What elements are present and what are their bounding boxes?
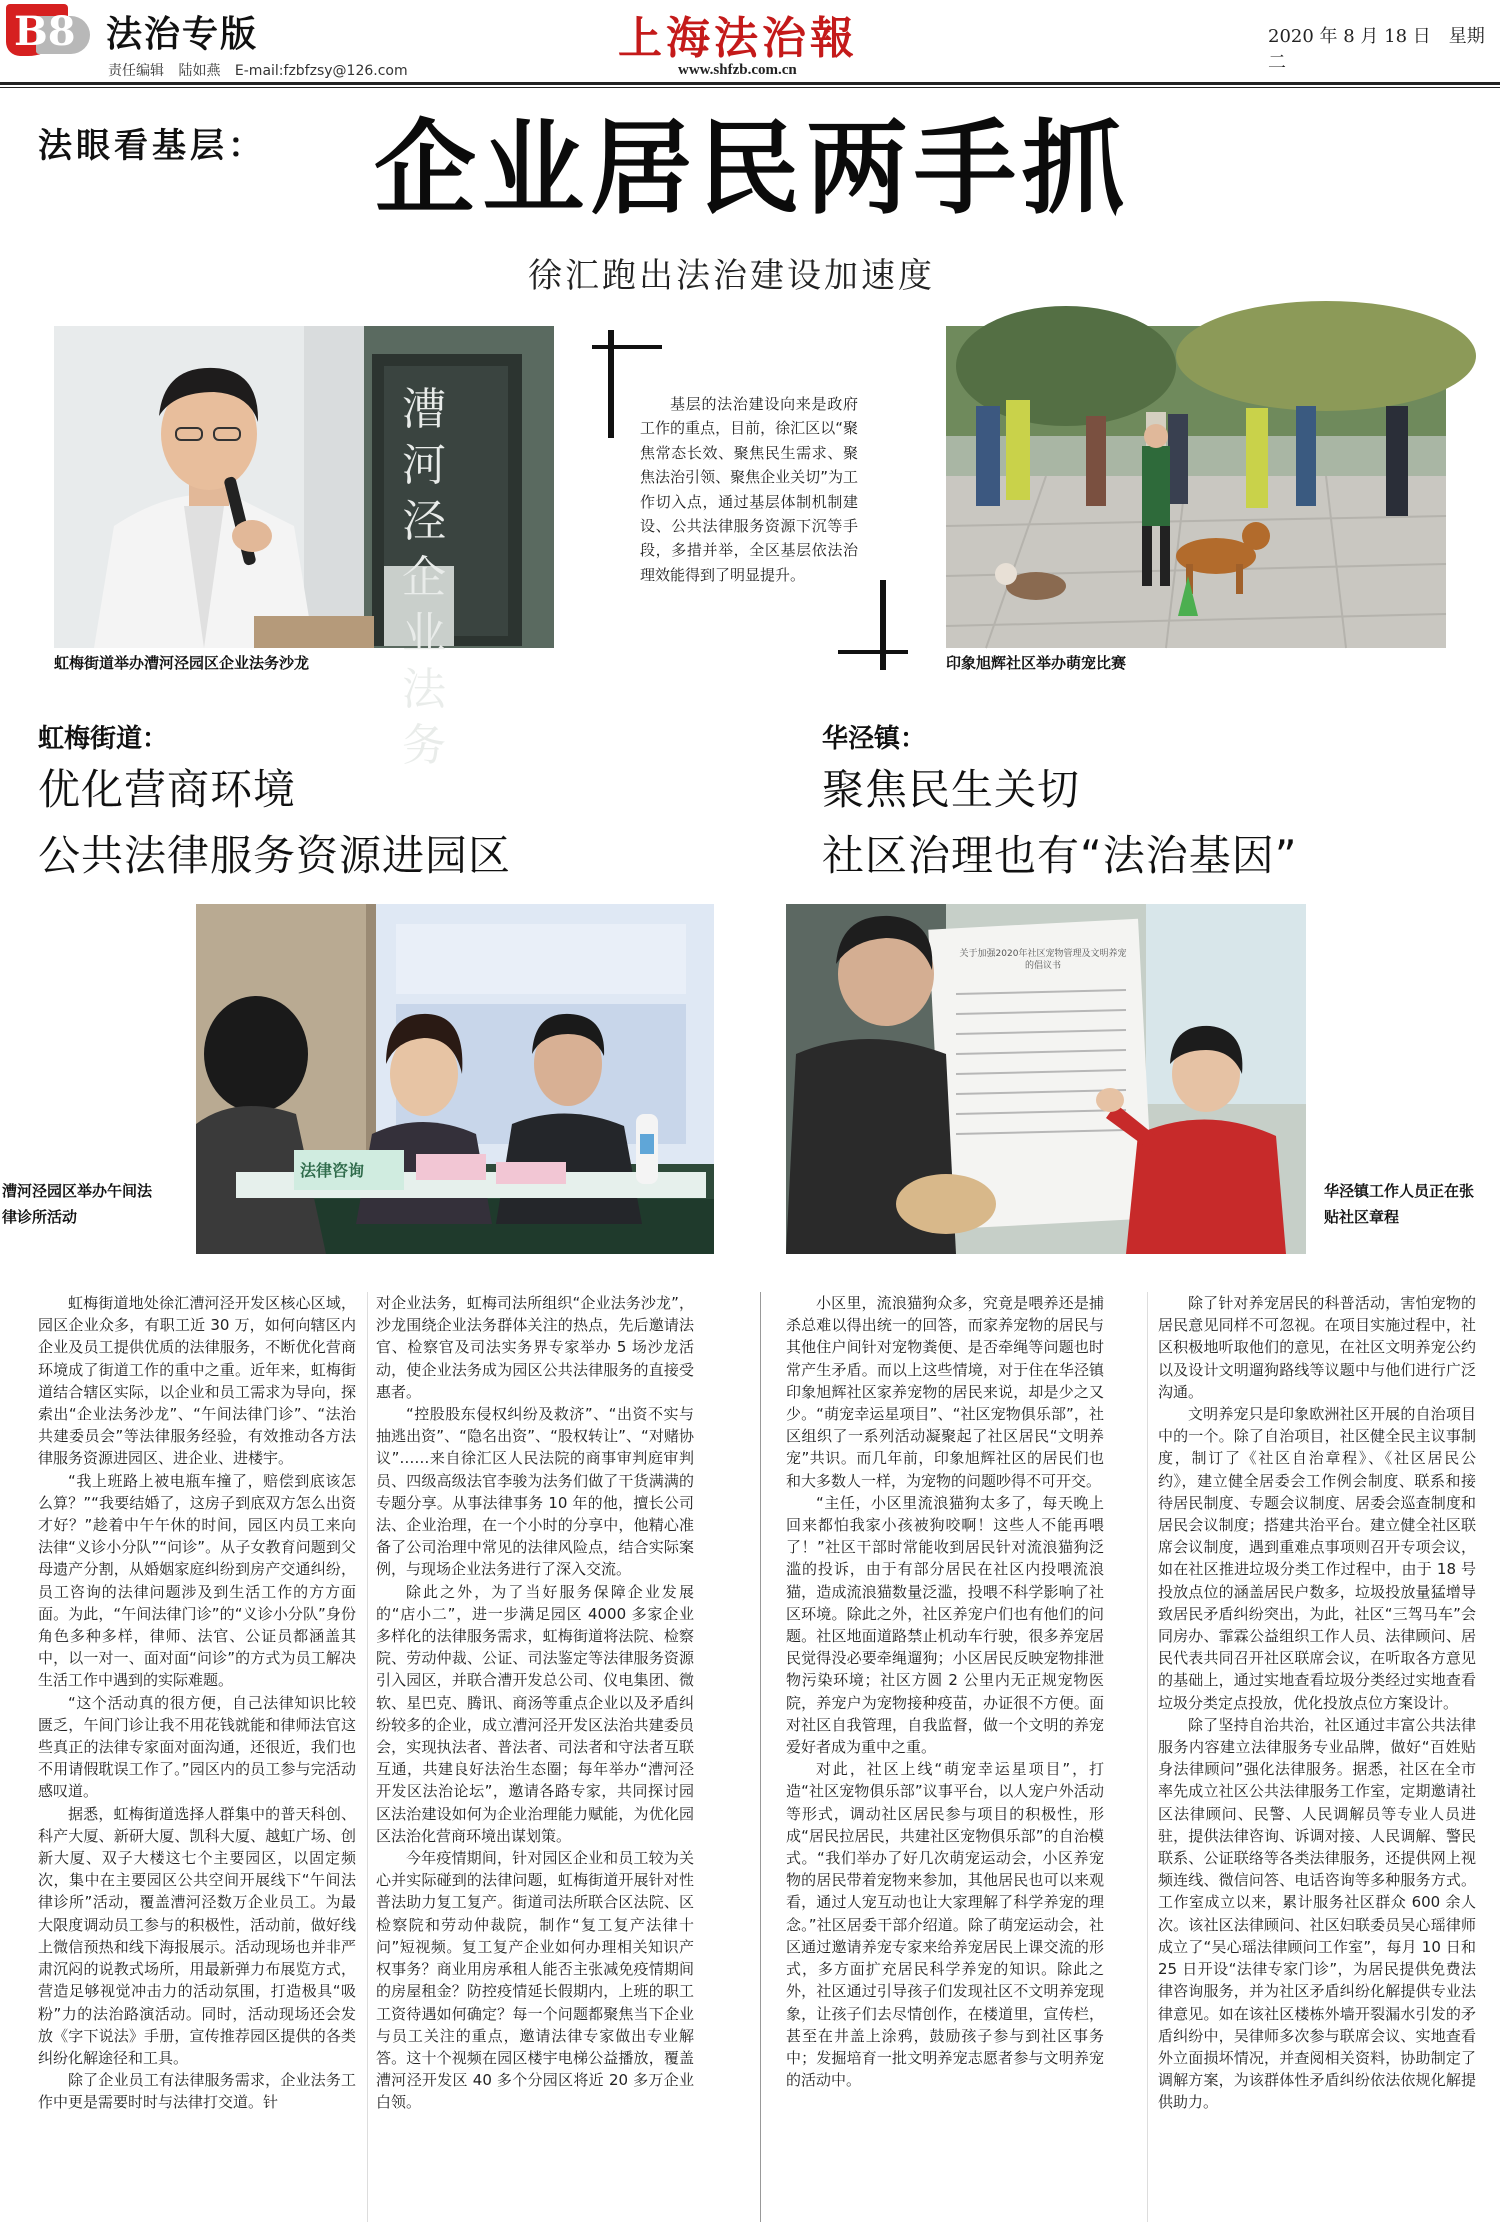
paragraph: 小区里，流浪猫狗众多，究竟是喂养还是捕杀总难以得出统一的回答，而家养宠物的居民与其他住户间针对宠物粪便、是否牵绳等问题也时常产生矛盾。而以上这些情境，对于住在华泾镇印象旭辉社区家养宠物的居民来说，却是少之又少。“萌宠幸运星项目”、“社区宠物俱乐部”，社区组织了一系列活动凝聚起了社区居民“文明养宠”共识。而几年前，印象旭辉社区的居民们也和大多数人一样，为宠物的问题吵得不可开交。	[786, 1294, 1104, 1490]
headline-kicker: 法眼看基层：	[38, 126, 266, 166]
caption-line: 律诊所活动	[2, 1208, 78, 1226]
page-number: B8	[14, 8, 76, 55]
masthead-divider-thin	[0, 87, 1500, 88]
paragraph: 对企业法务，虹梅司法所组织“企业法务沙龙”，沙龙围绕企业法务群体关注的热点，先后邀请法官、检察官及司法实务界专家举办 5 场沙龙活动，使企业法务成为园区公共法律服务的直接受惠者。	[376, 1294, 694, 1401]
photo-caption-pet-contest: 印象旭辉社区举办萌宠比赛	[946, 654, 1127, 672]
article-column-4	[1158, 1292, 1476, 2222]
intro-ornament	[880, 580, 886, 670]
paragraph: “这个活动真的很方便，自己法律知识比较匮乏，午间门诊让我不用花钱就能和律师法官这些真正的法律专家面对面沟通，还很近，我们也不用请假耽误工作了。”园区内的员工参与完活动感叹道。	[38, 1693, 356, 1801]
photo-caption-legal-salon: 虹梅街道举办漕河泾园区企业法务沙龙	[54, 654, 310, 672]
notice-title: 关于加强2020年社区宠物管理及文明养宠的倡议书	[959, 949, 1127, 971]
editor-label: 责任编辑	[108, 63, 164, 79]
paragraph: 今年疫情期间，针对园区企业和员工较为关心并实际碰到的法律问题，虹梅街道开展针对性普法助力复工复产。街道司法所联合区法院、区检察院和劳动仲裁院，制作“复工复产法律十问”短视频。复工复产企业如何办理相关知识产权事务？商业用房承租人能否主张减免疫情期间的房屋租金？防控疫情延长假期内，上班的职工工资待遇如何确定？每一个问题都聚焦当下企业与员工关注的重点，邀请法律专家做出专业解答。这十个视频在园区楼宇电梯公益播放，覆盖漕河泾开发区 40 多个分园区将近 20 多万企业白领。	[376, 1849, 694, 2112]
newspaper-logo: 上海法治報	[618, 13, 858, 64]
photo-caption-legal-clinic	[2, 1178, 152, 1230]
caption-line: 贴社区章程	[1324, 1208, 1400, 1226]
caption-line: 漕河泾园区举办午间法	[2, 1182, 153, 1200]
section-name: 法治专版	[106, 14, 259, 55]
editor-email[interactable]: E-mail:fzbfzsy@126.com	[234, 63, 408, 79]
intro-ornament	[838, 650, 908, 654]
masthead-divider	[0, 82, 1500, 85]
paragraph: “我上班路上被电瓶车撞了，赔偿到底该怎么算？”“我要结婚了，这房子到底双方怎么出资才好？”趁着中午午休的时间，园区内员工来向法律“义诊小分队”“问诊”。从子女教育问题到父母遗产分割，从婚姻家庭纠纷到房产交通纠纷，员工咨询的法律问题涉及到生活工作的方方面面。为此，“午间法律门诊”的“义诊小分队”身份角色多种多样，律师、法官、公证员都涵盖其中，以一对一、面对面“问诊”的方式为员工解决生活工作中遇到的实际难题。	[38, 1471, 356, 1690]
caption-line: 华泾镇工作人员正在张	[1324, 1182, 1475, 1200]
intro-paragraph: 基层的法治建设向来是政府工作的重点，目前，徐汇区以“聚焦常态长效、聚焦民生需求、聚焦法治引领、聚焦企业关切”为工作切入点，通过基层体制机制建设、公共法律服务资源下沉等手段，多措并举，全区基层依法治理效能得到了明显提升。	[640, 395, 858, 584]
editor-line	[108, 60, 418, 80]
paragraph: 除了企业员工有法律服务需求，企业法务工作中更是需要时时与法律打交道。针	[38, 2071, 356, 2112]
photo-pet-contest	[946, 326, 1446, 648]
paragraph: 除此之外，为了当好服务保障企业发展的“店小二”，进一步满足园区 4000 多家企业多样化的法律服务需求，虹梅街道将法院、检察院、劳动仲裁、公证、司法鉴定等法律服务资源引入园区，并联合漕开发总公司、仪电集团、微软、星巴克、腾讯、商汤等重点企业以及矛盾纠纷较多的企业，成立漕河泾开发区法治共建委员会，实现执法者、普法者、司法者和守法者互联互通，共建良好法治生态圈；每年举办“漕河泾开发区法治论坛”，邀请各路专家，共同探讨园区法治建设如何为企业治理能力赋能，为优化园区法治化营商环境出谋划策。	[376, 1582, 694, 1845]
photo-caption-posting-charter	[1324, 1178, 1474, 1230]
banner-text: 漕河泾企业法务	[402, 384, 446, 771]
masthead	[0, 0, 1500, 82]
editor-name: 陆如燕	[178, 63, 221, 79]
newspaper-url[interactable]: www.shfzb.com.cn	[678, 62, 797, 78]
photo-posting-charter	[786, 904, 1306, 1254]
paragraph: 文明养宠只是印象欧洲社区开展的自治项目中的一个。除了自治项目，社区健全民主议事制度，制订了《社区自治章程》、《社区居民公约》，建立健全居委会工作例会制度、联系和接待居民制度、专题会议制度、居委会巡查制度和居民会议制度；搭建共治平台。建立健全社区联席会议制度，遇到重难点事项则召开专项会议，如在社区推进垃圾分类工作过程中，由于 18 号投放点位的涵盖居民户数多，垃圾投放量猛增导致居民矛盾纠纷突出，为此，社区“三驾马车”会同房办、霏霖公益组织工作人员、法律顾问、居民代表共同召开社区联席会议，在听取各方意见的基础上，通过实地查看垃圾分类经过实地查看垃圾分类定点投放，优化投放点位方案设计。	[1158, 1405, 1476, 1712]
paragraph: “主任，小区里流浪猫狗太多了，每天晚上回来都怕我家小孩被狗咬啊！这些人不能再喂了！”社区干部时常能收到居民针对流浪猫狗泛滥的投诉，由于有部分居民在社区内投喂流浪猫，造成流浪猫数量泛滥，投喂不科学影响了社区环境。除此之外，社区养宠户们也有他们的问题。社区地面道路禁止机动车行驶，很多养宠居民觉得没必要牵绳遛狗；小区居民反映宠物排泄物污染环境；社区方圆 2 公里内无正规宠物医院，养宠户为宠物接种疫苗，办证很不方便。面对社区自我管理，自我监督，做一个文明的养宠爱好者成为重中之重。	[786, 1493, 1104, 1757]
section-left-title-line1: 优化营商环境	[38, 765, 297, 814]
column-divider	[760, 1292, 761, 2222]
paragraph: 据悉，虹梅街道选择人群集中的普天科创、科产大厦、新研大厦、凯科大厦、越虹广场、创新大厦、双子大楼这七个主要园区，以固定频次，集中在主要园区公共空间开展线下“午间法律诊所”活动，覆盖漕河泾数万企业员工。为最大限度调动员工参与的积极性，活动前，做好线上微信预热和线下海报展示。活动现场也并非严肃沉闷的说教式场所，用最新弹力布展览方式，营造足够视觉冲击力的活动氛围，打造极具“吸粉”力的法治路演活动。同时，活动现场还会发放《字下说法》手册，宣传推荐园区提供的各类纠纷化解途径和工具。	[38, 1804, 356, 2067]
intro-ornament	[592, 345, 662, 349]
section-right-title-line1: 聚焦民生关切	[822, 765, 1081, 814]
paragraph: “控股股东侵权纠纷及救济”、“出资不实与抽逃出资”、“隐名出资”、“股权转让”、“对赌协议”……来自徐汇区人民法院的商事审判庭审判员、四级高级法官李骏为法务们做了干货满满的专题分享。从事法律事务 10 年的他，擅长公司法、企业治理，在一个小时的分享中，他精心准备了公司治理中常见的法律风险点，结合实际案例，与现场企业法务进行了深入交流。	[376, 1405, 694, 1579]
headline: 企业居民两手抓	[374, 110, 1130, 229]
section-right-label: 华泾镇：	[822, 724, 927, 754]
paragraph: 除了针对养宠居民的科普活动，害怕宠物的居民意见同样不可忽视。在项目实施过程中，社区积极地听取他们的意见，在社区文明养宠公约以及设计文明遛狗路线等议题中与他们进行广泛沟通。	[1158, 1294, 1476, 1401]
legal-consultation-sign: 法律咨询	[300, 1161, 365, 1180]
section-left-label: 虹梅街道：	[38, 724, 169, 754]
paragraph: 对此，社区上线“萌宠幸运星项目”，打造“社区宠物俱乐部”议事平台，以人宠户外活动等形式，调动社区居民参与项目的积极性，形成“居民拉居民，共建社区宠物俱乐部”的自治模式。“我们举办了好几次萌宠运动会，小区养宠物的居民带着宠物来参加，其他居民也可以来观看，通过人宠互动也让大家理解了科学养宠的理念。”社区居委干部介绍道。除了萌宠运动会，社区通过邀请养宠专家来给养宠居民上课交流的形式，多方面扩充居民科学养宠的知识。除此之外，社区通过引导孩子们发现社区不文明养宠现象，让孩子们去尽情创作，在楼道里，宣传栏，甚至在井盖上涂鸦，鼓励孩子参与到社区事务中；发掘培育一批文明养宠志愿者参与文明养宠的活动中。	[786, 1760, 1104, 2090]
section-right-title-line2: 社区治理也有“法治基因”	[822, 831, 1298, 880]
paragraph: 虹梅街道地处徐汇漕河泾开发区核心区域，园区企业众多，有职工近 30 万，如何向辖区内企业及员工提供优质的法律服务，不断优化营商环境成了街道工作的重中之重。近年来，虹梅街道结合辖区实际，以企业和员工需求为导向，探索出“企业法务沙龙”、“午间法律门诊”、“法治共建委员会”等法律服务经验，有效推动各方法律服务资源进园区、进企业、进楼宇。	[38, 1294, 356, 1468]
subheadline: 徐汇跑出法治建设加速度	[528, 256, 935, 296]
article-column-3	[786, 1292, 1104, 2222]
publication-date: 2020 年 8 月 18 日 星期二	[1268, 26, 1485, 73]
section-left-title-line2: 公共法律服务资源进园区	[38, 831, 512, 880]
paragraph: 除了坚持自治共治，社区通过丰富公共法律服务内容建立法律服务专业品牌，做好“百姓贴身法律顾问”强化法律服务。据悉，社区在全市率先成立社区公共法律服务工作室，定期邀请社区法律顾问、民警、人民调解员等专业人员进驻，提供法律咨询、诉调对接、人民调解、警民联系、公证联络等各类法律服务，还提供网上视频连线、微信问答、电话咨询等多种服务方式。工作室成立以来，累计服务社区群众 600 余人次。该社区法律顾问、社区妇联委员吴心瑶律师成立了“吴心瑶法律顾问工作室”，每月 10 日和 25 日开设“法律专家门诊”，为居民提供免费法律咨询服务，并为社区矛盾纠纷化解提供专业法律意见。如在该社区楼栋外墙开裂漏水引发的矛盾纠纷中，吴律师多次参与联席会议、实地查看外立面损坏情况，并查阅相关资料，协助制定了调解方案，为该群体性矛盾纠纷依法依规化解提供助力。	[1158, 1715, 1476, 2112]
article-column-1	[38, 1292, 356, 2222]
photo-legal-clinic	[196, 904, 714, 1254]
column-divider	[1147, 1292, 1148, 2222]
page-number-badge	[6, 4, 90, 64]
article-column-2	[376, 1292, 694, 2222]
intro-ornament	[608, 330, 614, 438]
column-divider	[367, 1292, 368, 2222]
